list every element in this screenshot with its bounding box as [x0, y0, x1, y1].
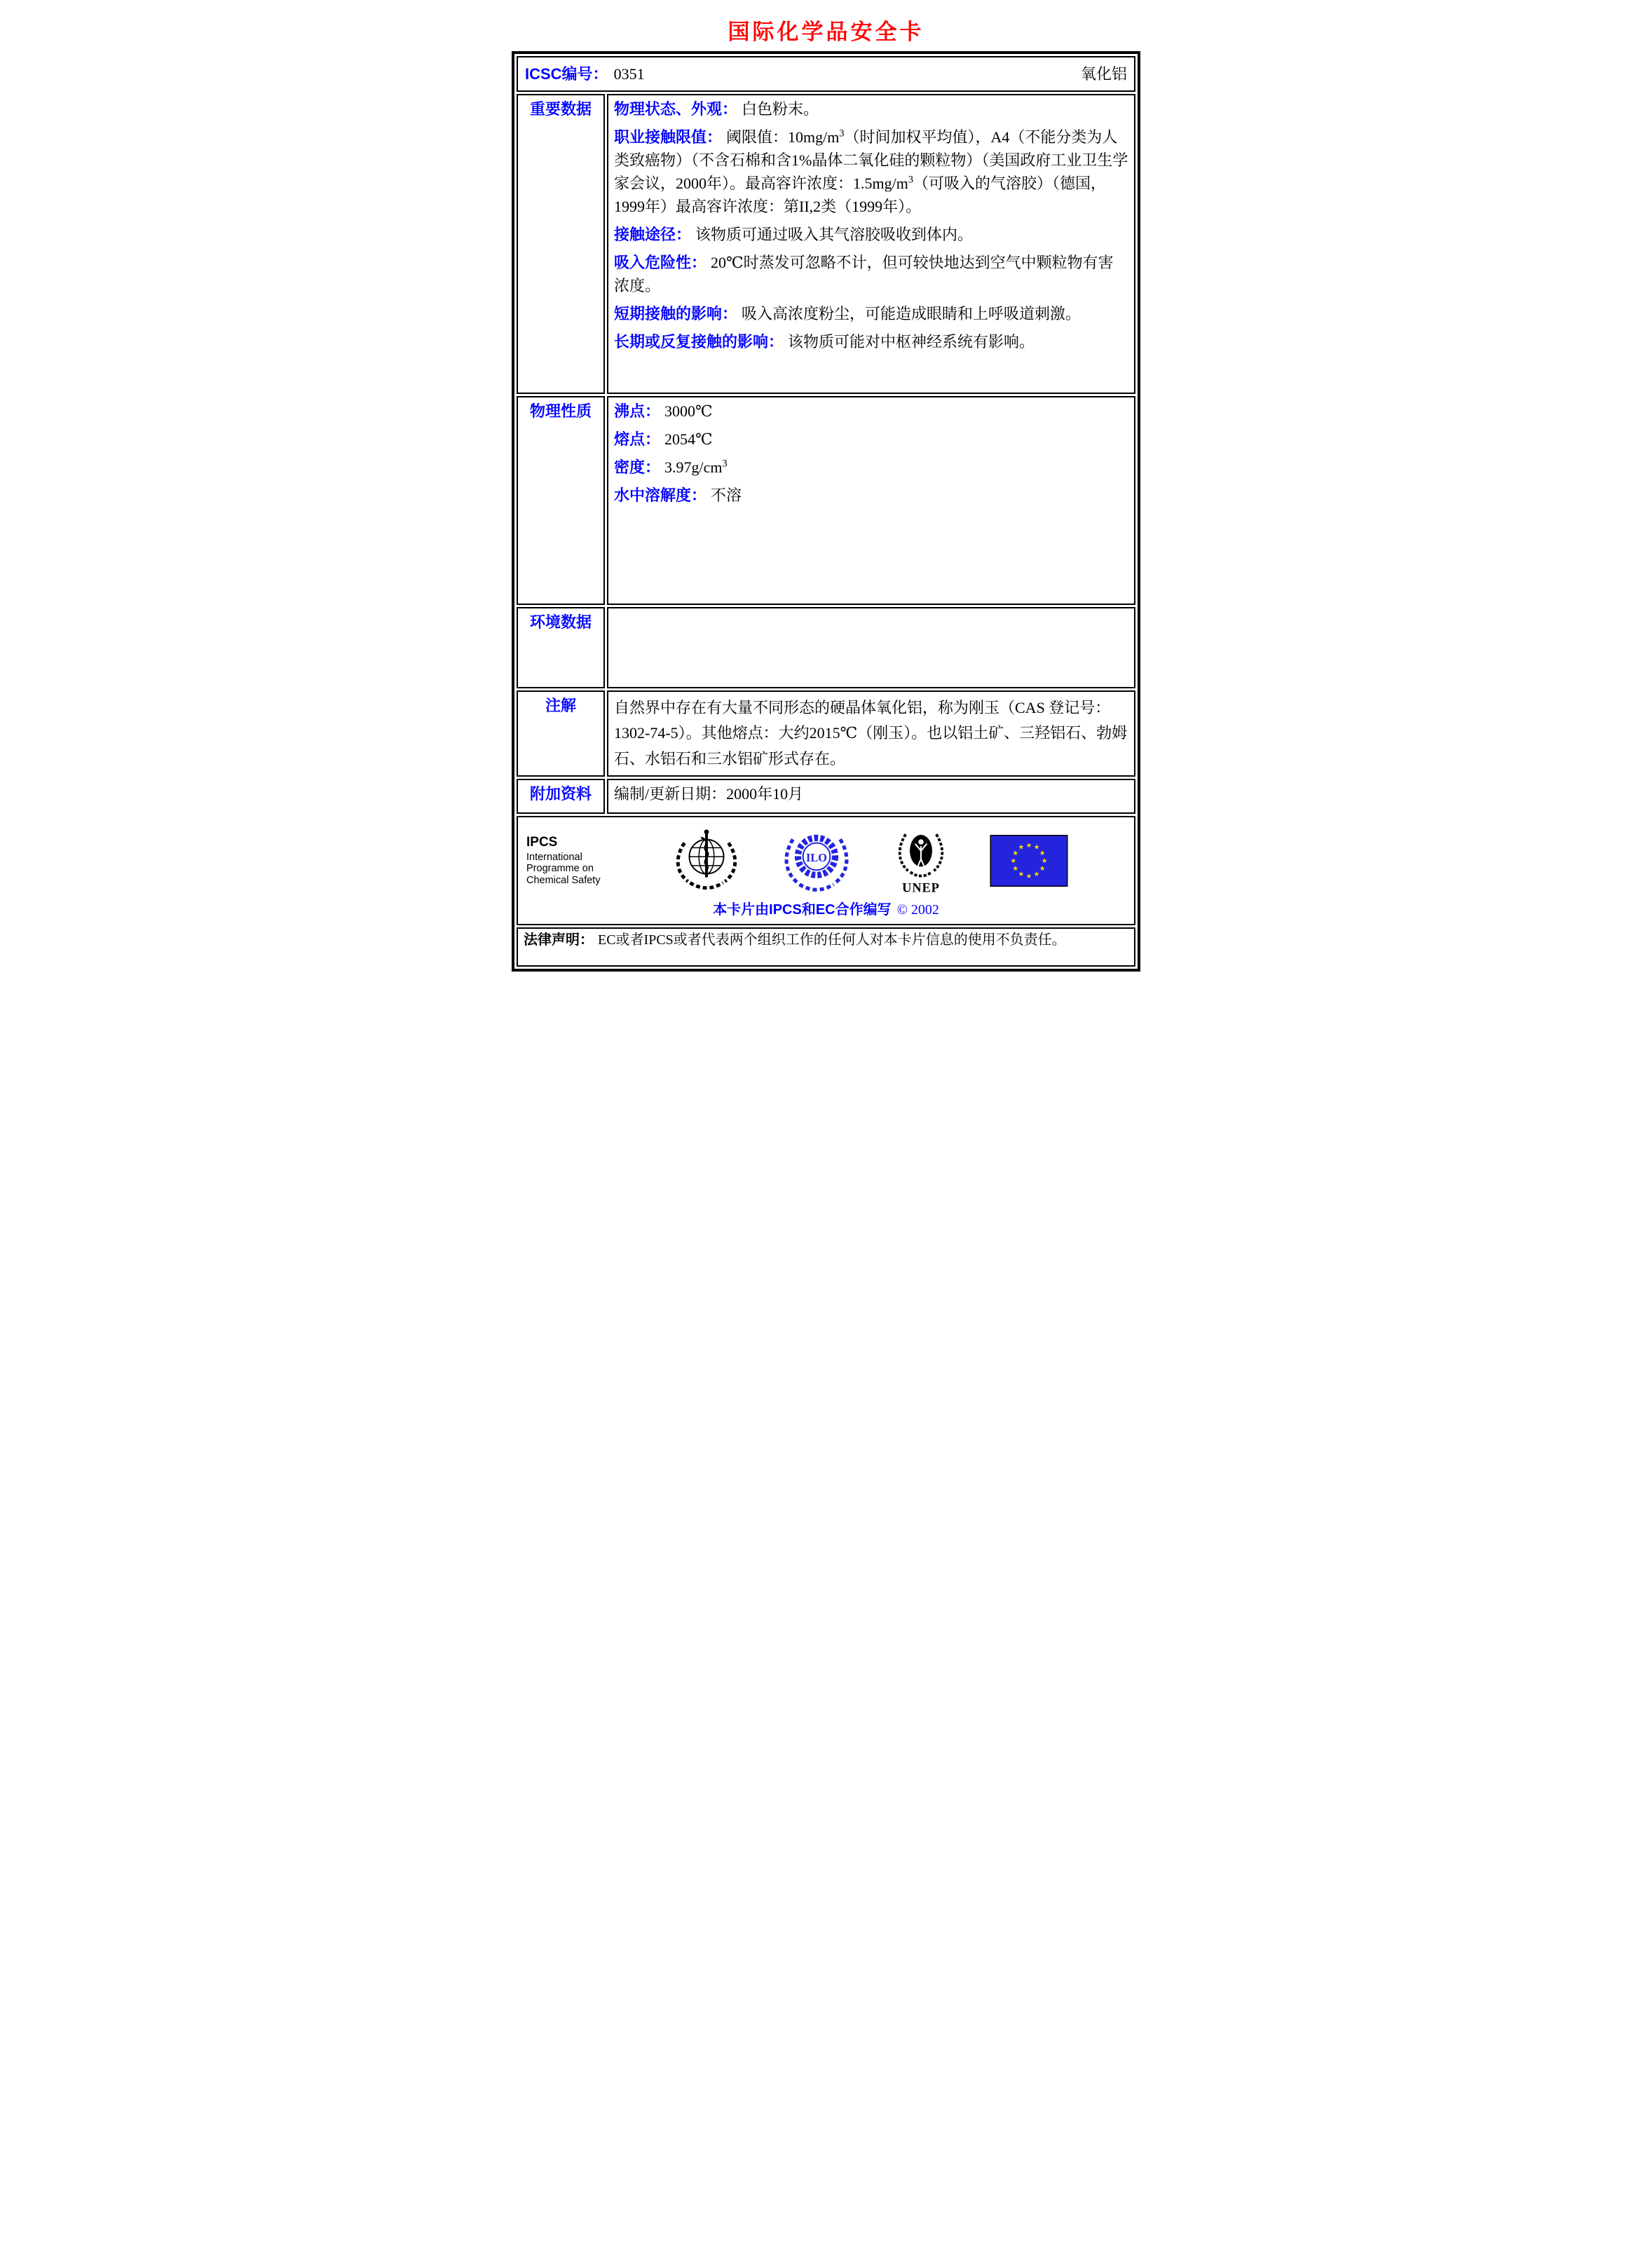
ipcs-block [526, 835, 633, 887]
paragraph: 接触途径： 该物质可通过吸入其气溶胶吸收到体内。 [614, 226, 974, 243]
environmental-data-row [517, 607, 1135, 688]
svg-text:★: ★ [1025, 873, 1032, 881]
section-label-environmental-data: 环境数据 [517, 607, 605, 688]
footer-cell [517, 816, 1135, 925]
footer-caption-year: © 2002 [896, 901, 939, 918]
unep-logo-label: UNEP [901, 880, 940, 895]
page-title: 国际化学品安全卡 [728, 20, 924, 44]
important-data-row [517, 94, 1135, 394]
paragraph: 吸入危险性： 20℃时蒸发可忽略不计，但可较快地达到空气中颗粒物有害浓度。 [614, 254, 1114, 294]
legal-row [517, 927, 1135, 967]
notes-row [517, 690, 1135, 777]
paragraph: 短期接触的影响： 吸入高浓度粉尘，可能造成眼睛和上呼吸道刺激。 [614, 305, 1081, 322]
footer-caption [524, 899, 1128, 920]
paragraph: 长期或反复接触的影响： 该物质可能对中枢神经系统有影响。 [614, 333, 1035, 350]
paragraph: 密度： $3.97g/cm^3$ [614, 458, 728, 476]
unep-logo-icon [892, 826, 950, 896]
paragraph: 职业接触限值： 阈限值：$10mg/m^3$（时间加权平均值），A4（不能分类为人类致癌物）（不含石棉和含1%晶体二氧化硅的颗粒物）（美国政府工业卫生学家会议，2000年）。最高容许浓度：$1.5mg/m^3$（可吸入的气溶胶）（德国，1999年）最高容许浓度：第II,2类（1999年）。 [614, 128, 1128, 215]
svg-text:★: ★ [1012, 849, 1019, 857]
section-label-physical-properties: 物理性质 [517, 396, 605, 605]
paragraph: 熔点： 2054℃ [614, 430, 713, 448]
header-row [517, 56, 1135, 92]
additional-info-content [607, 779, 1135, 814]
environmental-data-content [607, 607, 1135, 688]
notes-content [607, 690, 1135, 777]
svg-text:★: ★ [1018, 871, 1025, 879]
ipcs-subtitle-line-1: International [526, 851, 582, 863]
physical-properties-content [607, 396, 1135, 605]
paragraph: 水中溶解度： 不溶 [614, 486, 742, 504]
footer-caption-text: 本卡片由IPCS和EC合作编写 [713, 901, 892, 918]
additional-info-row [517, 779, 1135, 814]
icsc-number [525, 62, 645, 86]
section-label-additional-info: 附加资料 [517, 779, 605, 814]
svg-text:★: ★ [1033, 871, 1040, 879]
icsc-number-value: 0351 [613, 65, 645, 83]
paragraph: 沸点： 3000℃ [614, 402, 713, 420]
chemical-name: 氧化铝 [1080, 65, 1127, 83]
paragraph: 编制/更新日期：2000年10月 [614, 784, 804, 803]
ipcs-subtitle-line-3: Chemical Safety [526, 875, 601, 887]
header-cell [517, 56, 1135, 92]
ipcs-subtitle-line-2: Programme on [526, 863, 594, 875]
svg-text:★: ★ [1041, 857, 1048, 865]
paragraph: 物理状态、外观： 白色粉末。 [614, 100, 819, 118]
section-label-important-data: 重要数据 [517, 94, 605, 394]
svg-text:★: ★ [1033, 843, 1040, 852]
icsc-card-table [512, 51, 1140, 972]
svg-text:★: ★ [1025, 841, 1032, 850]
ilo-logo-icon [781, 825, 852, 897]
svg-text:★: ★ [1018, 843, 1025, 852]
icsc-card-page [414, 0, 1239, 1124]
ipcs-title: IPCS [526, 834, 558, 850]
who-logo-icon [672, 826, 741, 895]
svg-text:★: ★ [1010, 857, 1017, 865]
legal-cell [517, 927, 1135, 967]
icsc-number-label: ICSC编号： [525, 65, 608, 83]
ilo-logo-label: ILO [805, 850, 827, 864]
legal-text: EC或者IPCS或者代表两个组织工作的任何人对本卡片信息的使用不负责任。 [598, 932, 1066, 948]
legal-label: 法律声明： [524, 932, 594, 948]
paragraph: 自然界中存在有大量不同形态的硬晶体氧化铝，称为刚玉（CAS 登记号：1302-74-5）。其他熔点：大约2015℃（刚玉）。也以铝土矿、三羟铝石、勃姆石、水铝石和三水铝矿形式存在。 [614, 699, 1128, 768]
footer-row [517, 816, 1135, 925]
svg-text:★: ★ [1012, 864, 1019, 873]
section-label-notes: 注解 [517, 690, 605, 777]
svg-text:★: ★ [1039, 864, 1046, 873]
svg-text:★: ★ [1039, 849, 1046, 857]
important-data-content [607, 94, 1135, 394]
physical-properties-row [517, 396, 1135, 605]
eu-flag-icon [990, 835, 1068, 887]
